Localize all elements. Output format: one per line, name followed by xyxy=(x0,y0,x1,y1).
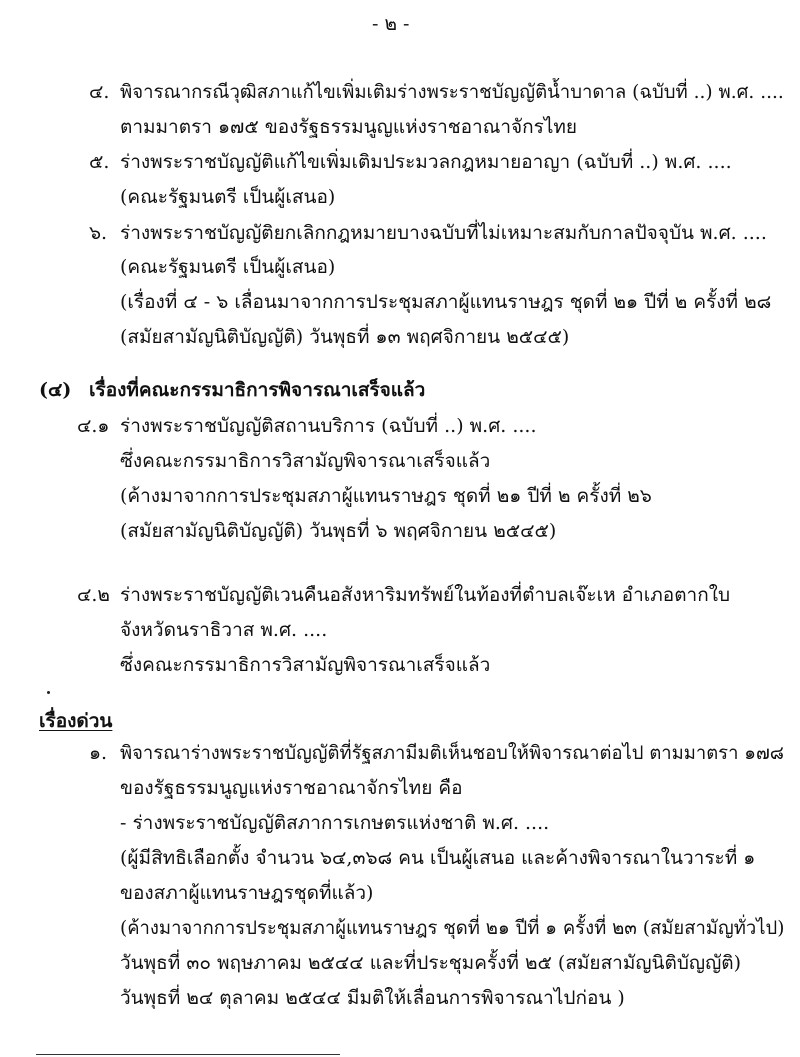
item-line: ร่างพระราชบัญญัติแก้ไขเพิ่มเติมประมวลกฎหมายอาญา (ฉบับที่ ..) พ.ศ. .... xyxy=(120,151,732,173)
item-line: (ค้างมาจากการประชุมสภาผู้แทนราษฎร ชุดที่ ๒๑ ปีที่ ๒ ครั้งที่ ๒๖ xyxy=(120,485,652,507)
item-line: (คณะรัฐมนตรี เป็นผู้เสนอ) xyxy=(120,256,336,278)
item-line: (ค้างมาจากการประชุมสภาผู้แทนราษฎร ชุดที่ ๒๑ ปีที่ ๑ ครั้งที่ ๒๓ (สมัยสามัญทั่วไป) xyxy=(120,917,785,939)
item-line: วันพุธที่ ๓๐ พฤษภาคม ๒๕๔๔ และที่ประชุมครั้งที่ ๒๕ (สมัยสามัญนิติบัญญัติ) xyxy=(120,952,742,974)
item-line: ซึ่งคณะกรรมาธิการวิสามัญพิจารณาเสร็จแล้ว xyxy=(120,450,491,472)
item-line: วันพุธที่ ๒๔ ตุลาคม ๒๕๔๔ มีมติให้เลื่อนการพิจารณาไปก่อน ) xyxy=(120,987,625,1009)
item-line: ของสภาผู้แทนราษฎรชุดที่แล้ว) xyxy=(120,882,374,904)
item-line: ร่างพระราชบัญญัติสถานบริการ (ฉบับที่ ..) พ.ศ. .... xyxy=(120,415,537,437)
item-line: พิจารณาร่างพระราชบัญญัติที่รัฐสภามีมติเห็นชอบให้พิจารณาต่อไป ตามมาตรา ๑๗๘ xyxy=(120,742,785,764)
item-line: (คณะรัฐมนตรี เป็นผู้เสนอ) xyxy=(120,186,336,208)
item-line: (ผู้มีสิทธิเลือกตั้ง จำนวน ๖๔,๓๖๘ คน เป็นผู้เสนอ และค้างพิจารณาในวาระที่ ๑ xyxy=(120,847,756,869)
item-number: ๖. xyxy=(89,222,108,244)
item-line: - ร่างพระราชบัญญัติสภาการเกษตรแห่งชาติ พ.ศ. .... xyxy=(120,812,550,834)
item-line: (สมัยสามัญนิติบัญญัติ) วันพุธที่ ๑๓ พฤศจิกายน ๒๕๔๕) xyxy=(120,326,570,348)
item-number: ๔.๒ xyxy=(77,584,110,606)
urgent-heading: เรื่องด่วน xyxy=(39,710,113,732)
section-number: (๔) xyxy=(39,379,72,401)
section-heading: เรื่องที่คณะกรรมาธิการพิจารณาเสร็จแล้ว xyxy=(89,379,426,401)
stray-dot xyxy=(47,691,50,694)
item-line: พิจารณากรณีวุฒิสภาแก้ไขเพิ่มเติมร่างพระราชบัญญัติน้ำบาดาล (ฉบับที่ ..) พ.ศ. .... xyxy=(120,81,784,103)
item-line: ตามมาตรา ๑๗๕ ของรัฐธรรมนูญแห่งราชอาณาจักรไทย xyxy=(120,116,578,138)
item-line: ร่างพระราชบัญญัติยกเลิกกฎหมายบางฉบับที่ไม่เหมาะสมกับกาลปัจจุบัน พ.ศ. .... xyxy=(120,222,767,244)
item-line: จังหวัดนราธิวาส พ.ศ. .... xyxy=(120,619,328,641)
item-line: ซึ่งคณะกรรมาธิการวิสามัญพิจารณาเสร็จแล้ว xyxy=(120,654,491,676)
item-line: ร่างพระราชบัญญัติเวนคืนอสังหาริมทรัพย์ในท้องที่ตำบลเจ๊ะเห อำเภอตากใบ xyxy=(120,584,731,606)
page-number: - ๒ - xyxy=(372,13,410,35)
item-line: ของรัฐธรรมนูญแห่งราชอาณาจักรไทย คือ xyxy=(120,777,463,799)
item-number: ๔. xyxy=(89,81,110,103)
item-number: ๕. xyxy=(89,151,110,173)
item-number: ๔.๑ xyxy=(77,415,110,437)
footer-rule xyxy=(36,1054,340,1055)
item-line: (เรื่องที่ ๔ - ๖ เลื่อนมาจากการประชุมสภาผู้แทนราษฎร ชุดที่ ๒๑ ปีที่ ๒ ครั้งที่ ๒๘ xyxy=(120,291,772,313)
item-number: ๑. xyxy=(89,742,108,764)
item-line: (สมัยสามัญนิติบัญญัติ) วันพุธที่ ๖ พฤศจิกายน ๒๕๔๕) xyxy=(120,520,557,542)
